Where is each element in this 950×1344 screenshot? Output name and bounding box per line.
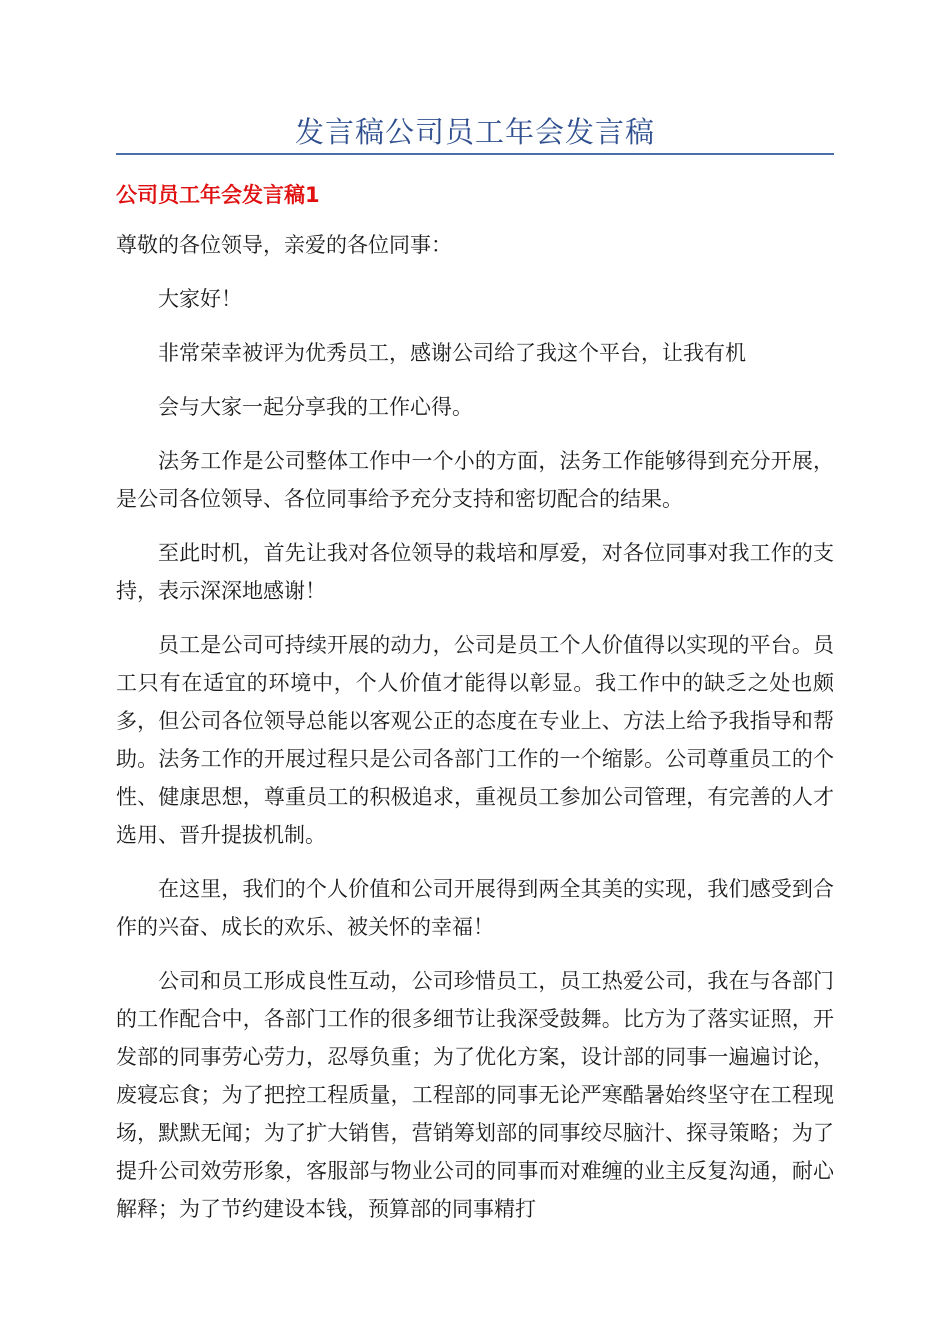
paragraph: 至此时机，首先让我对各位领导的栽培和厚爱，对各位同事对我工作的支持，表示深深地感谢！ <box>116 541 834 603</box>
paragraph: 非常荣幸被评为优秀员工，感谢公司给了我这个平台，让我有机 <box>158 341 746 365</box>
paragraph: 在这里，我们的个人价值和公司开展得到两全其美的实现，我们感受到合作的兴奋、成长的欢乐、被关怀的幸福！ <box>116 877 834 939</box>
paragraph-greeting: 大家好！ <box>158 287 242 311</box>
section-heading: 公司员工年会发言稿1 <box>116 183 320 207</box>
document-body <box>116 226 834 1244</box>
document-title: 发言稿公司员工年会发言稿 <box>294 115 655 149</box>
paragraph: 法务工作是公司整体工作中一个小的方面，法务工作能够得到充分开展，是公司各位领导、各位同事给予充分支持和密切配合的结果。 <box>116 449 834 511</box>
title-divider <box>116 153 834 155</box>
paragraph: 会与大家一起分享我的工作心得。 <box>158 395 473 419</box>
paragraph: 公司和员工形成良性互动，公司珍惜员工，员工热爱公司，我在与各部门的工作配合中，各部门工作的很多细节让我深受鼓舞。比方为了落实证照，开发部的同事劳心劳力，忍辱负重；为了优化方案，设计部的同事一遍遍讨论，废寝忘食；为了把控工程质量，工程部的同事无论严寒酷暑始终坚守在工程现场，默默无闻；为了扩大销售，营销筹划部的同事绞尽脑汁、探寻策略；为了提升公司效劳形象，客服部与物业公司的同事而对难缠的业主反复沟通，耐心解释；为了节约建设本钱，预算部的同事精打 <box>116 969 834 1221</box>
paragraph-salutation: 尊敬的各位领导，亲爱的各位同事： <box>116 233 452 257</box>
paragraph: 员工是公司可持续开展的动力，公司是员工个人价值得以实现的平台。员工只有在适宜的环境中，个人价值才能得以彰显。我工作中的缺乏之处也颇多，但公司各位领导总能以客观公正的态度在专业上、方法上给予我指导和帮助。法务工作的开展过程只是公司各部门工作的一个缩影。公司尊重员工的个性、健康思想，尊重员工的积极追求，重视员工参加公司管理，有完善的人才选用、晋升提拔机制。 <box>116 633 834 847</box>
